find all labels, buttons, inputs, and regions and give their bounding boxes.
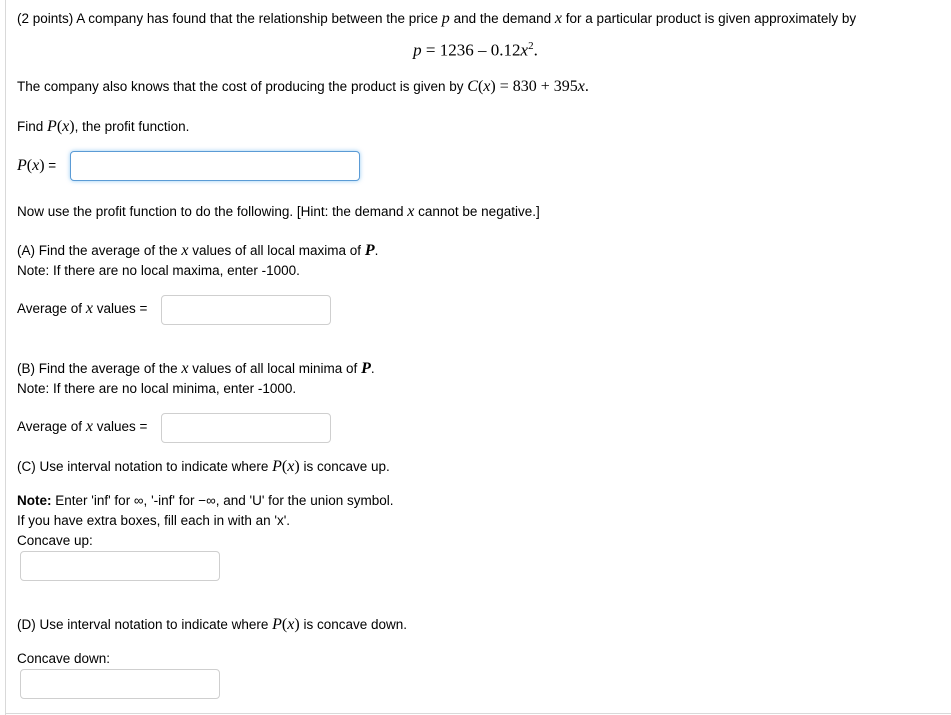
local-min-average-input[interactable]	[161, 413, 331, 443]
part-a-note: Note: If there are no local maxima, enter -1000.	[17, 263, 300, 278]
profit-input-label: P(x) =	[17, 157, 57, 174]
hint-text: Now use the profit function to do the following. [Hint: the demand x cannot be negative.]	[17, 203, 540, 220]
local-max-average-input[interactable]	[161, 295, 331, 325]
cost-statement: The company also knows that the cost of producing the product is given by C(x) = 830 + 395x.	[17, 78, 589, 95]
part-a-input-label: Average of x values =	[17, 300, 148, 317]
concave-down-input[interactable]	[20, 669, 220, 699]
profit-function-input[interactable]	[70, 151, 360, 181]
part-b-note: Note: If there are no local minima, enter -1000.	[17, 381, 297, 396]
part-b-input-label: Average of x values =	[17, 418, 148, 435]
part-a-question: (A) Find the average of the x values of all local maxima of P.	[17, 242, 379, 259]
problem-frame	[5, 0, 951, 715]
find-profit-prompt: Find P(x), the profit function.	[17, 118, 190, 135]
part-c-question: (C) Use interval notation to indicate where P(x) is concave up.	[17, 458, 390, 475]
concave-down-label: Concave down:	[17, 651, 111, 666]
part-d-question: (D) Use interval notation to indicate where P(x) is concave down.	[17, 616, 408, 633]
part-b-question: (B) Find the average of the x values of all local minima of P.	[17, 360, 375, 377]
part-c-note-extra: If you have extra boxes, fill each in with an 'x'.	[17, 513, 291, 528]
problem-intro: (2 points) A company has found that the relationship between the price p and the demand x for a particular product is given approximately by	[17, 10, 857, 27]
concave-up-input[interactable]	[20, 551, 220, 581]
part-c-note: Note: Enter 'inf' for ∞, '-inf' for −∞, and 'U' for the union symbol.	[17, 493, 394, 508]
frame-bottom-border	[5, 713, 951, 714]
concave-up-label: Concave up:	[17, 533, 93, 548]
price-equation: $p = 1236 - 0.12x^2$.	[413, 40, 538, 60]
